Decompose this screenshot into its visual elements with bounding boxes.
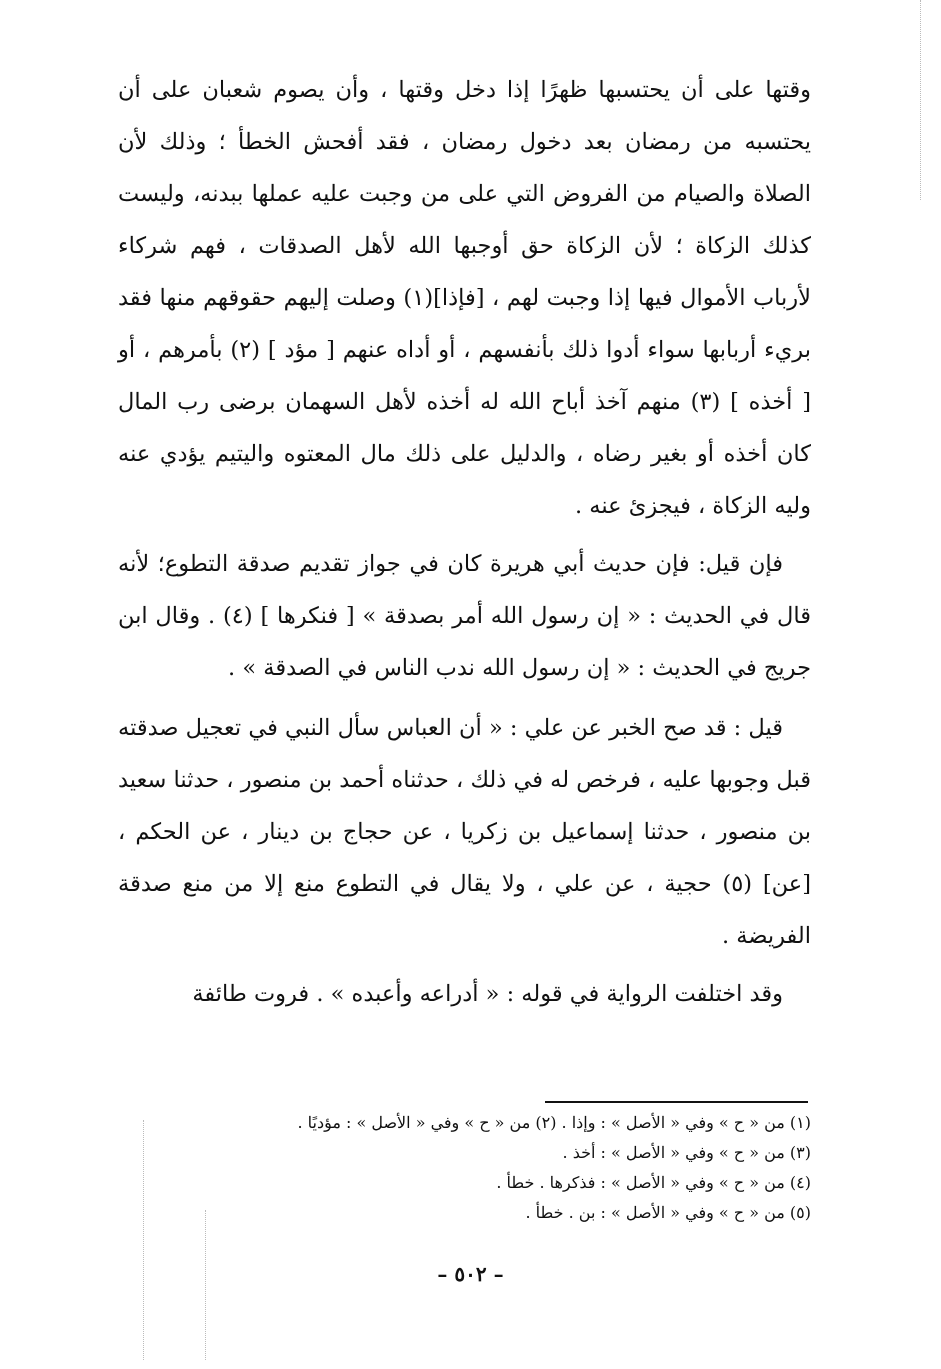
main-text [118, 64, 811, 1020]
footnote-divider [545, 1101, 808, 1103]
scan-artifact [920, 0, 921, 200]
page-number: – ٥٠٢ – [437, 1262, 504, 1286]
scan-artifact [143, 1120, 144, 1360]
paragraph-4: وقد اختلفت الرواية في قوله : « أدراعه وأعبده » . فروت طائفة [192, 981, 783, 1007]
scan-artifact [205, 1210, 206, 1360]
footnote-line: (٣) من « ح » وفي « الأصل » : أخذ . [562, 1143, 811, 1162]
footnotes [118, 1108, 811, 1228]
footnote-line: (١) من « ح » وفي « الأصل » : وإذا . (٢) من « ح » وفي « الأصل » : مؤديًا . [297, 1113, 811, 1132]
paragraph-3: قيل : قد صح الخبر عن علي : « أن العباس سأل النبي في تعجيل صدقته قبل وجوبها عليه ، فرخص له في ذلك ، حدثناه أحمد بن منصور ، حدثنا سعيد بن منصور ، حدثنا إسماعيل بن زكريا ، عن حجاج بن دينار ، عن الحكم ، [عن] (٥) حجية ، عن علي ، ولا يقال في التطوع منع إلا من منع صدقة الفريضة . [118, 715, 811, 949]
paragraph-1: وقتها على أن يحتسبها ظهرًا إذا دخل وقتها ، وأن يصوم شعبان على أن يحتسبه من رمضان بعد دخول رمضان ، فقد أفحش الخطأ ؛ وذلك لأن الصلاة والصيام من الفروض التي على من وجبت عليه عملها ببدنه، وليست كذلك الزكاة ؛ لأن الزكاة حق أوجبها الله لأهل الصدقات ، فهم شركاء لأرباب الأموال فيها إذا وجبت لهم ، [فإذا](١) وصلت إليهم حقوقهم منها فقد بريء أربابها سواء أدوا ذلك بأنفسهم ، أو أداه عنهم [ مؤد ] (٢) بأمرهم ، أو [ أخذه ] (٣) منهم آخذ أباح الله له أخذه لأهل السهمان برضى رب المال كان أخذه أو بغير رضاه ، والدليل على ذلك مال المعتوه واليتيم يؤدي عنه وليه الزكاة ، فيجزئ عنه . [118, 77, 811, 519]
footnote-line: (٤) من « ح » وفي « الأصل » : فذكرها . خطأ . [496, 1173, 811, 1192]
footnote-line: (٥) من « ح » وفي « الأصل » : بن . خطأ . [525, 1203, 811, 1222]
paragraph-2: فإن قيل: فإن حديث أبي هريرة كان في جواز تقديم صدقة التطوع؛ لأنه قال في الحديث : « إن رسول الله أمر بصدقة » [ فنكرها ] (٤) . وقال ابن جريج في الحديث : « إن رسول الله ندب الناس في الصدقة » . [118, 551, 811, 681]
